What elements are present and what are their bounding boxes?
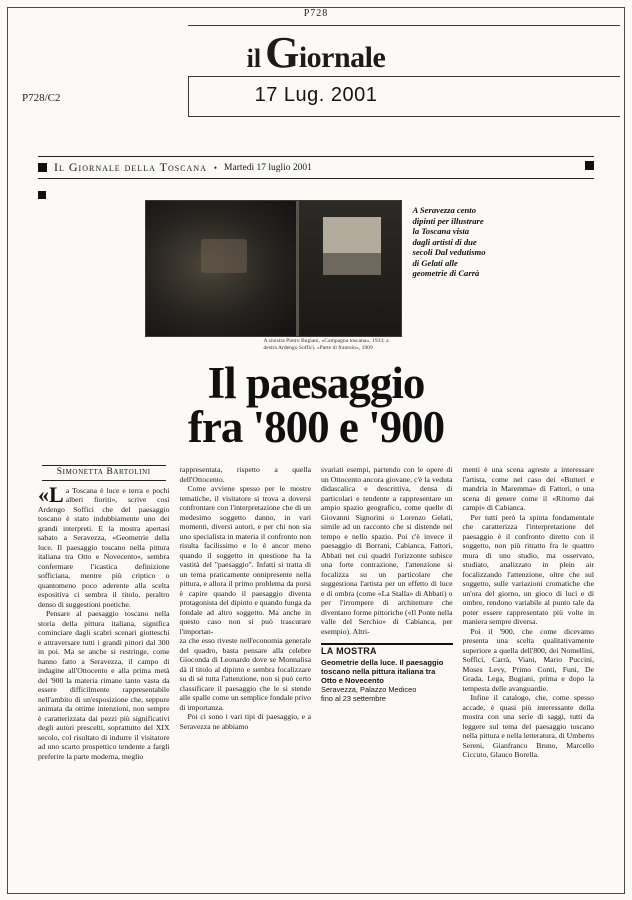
headline-line-2: fra '800 e '900 (187, 402, 445, 453)
masthead-il: il (246, 44, 262, 73)
article-headline (0, 358, 632, 453)
masthead (0, 27, 632, 78)
press-code-left: P728/C2 (22, 92, 61, 104)
article-column-4 (463, 465, 595, 857)
byline: Simonetta Bartolini (42, 465, 166, 481)
photo-block (0, 201, 632, 351)
black-square-icon (38, 163, 47, 172)
paragraph: za che esso riveste nell'economia generale del quadro, basta pensare alla celebre Gioconda di Leonardo dove se Monnalisa dà il titolo al dipinto e sembra focalizzare su di sé tutta l'attenzione, non si può certo classificare il paesaggio che le si stende alle spalle come un semplice fondale privo di importanza. (179, 636, 311, 712)
newspaper-header (0, 0, 632, 120)
paragraph: Come avviene spesso per le mostre tematiche, il visitatore si trova a doversi confrontare con l'interpretazione che di un medesimo soggetto danno, in vari momenti, diversi autori, e per chi non sia uno specialista in materia il confronto non risulta facilissimo e lo è ancor meno quando il soggetto in questione ha la vastità del "paesaggio". Infatti si tratta di un tema praticamente onnipresente nella pittura, e allora il primo problema da porsi è capire quando il paesaggio diventa protagonista del dipinto e quando funga da fondale ad altro soggetto. Ma anche in questo caso non si può trascurare l'importan- (179, 484, 312, 636)
paragraph: Poi il '900, che come dicevamo presenta una scelta qualitativamente superiore a quella dell'800, dei Nomellini, Soffici, Carrà, Viani, Mario Puccini, Moses Levy, Primo Conti, Funi, De Grada, Lega, Bugiani, prima e dopo la tempesta delle avanguardie. (462, 626, 594, 693)
painting-left-highlight (201, 239, 247, 273)
article-column-1 (38, 465, 170, 857)
article-photo (146, 201, 401, 336)
paragraph (38, 481, 170, 610)
paragraph: Poi ci sono i vari tipi di paesaggio, e a Seravezza ne abbiamo (179, 712, 311, 731)
paragraph: Pensare al paesaggio toscano nella storia della pittura italiana, significa cominciare dagli scabri scenari giotteschi e attraversare tutti i grandi pittori dal 300 in poi. Ma se anche si restringe, come hanno fatto a Seravezza, il campo di indagine all'Ottocento e alla prima metà del '900 la materia rimane tanto vasta da essere difficilmente rappresentabile nell'ambito di un'esposizione che, seppure animata da ottime intenzioni, non sempre è caratterizzata dai pezzi più significativi degli autori prescelti, soprattutto del XIX secolo, col risultato di indurre il visitatore ad uno scarto prospettico tendente a fargli preferire la parte moderna, meglio (38, 609, 170, 761)
info-box-kicker: LA MOSTRA (321, 646, 377, 657)
header-rule-mid (188, 76, 620, 77)
header-rule-bottom (188, 116, 620, 117)
headline-line-1: Il paesaggio (207, 358, 425, 409)
black-square-icon (38, 191, 46, 199)
paragraph: svariati esempi, partendo con le opere di un Ottocento ancora giovane, c'è la veduta didascalica e descrittiva, densa di particolari e tendente a rappresentare un ampio spazio geografico, come quelle di Giovanni Signorini o Lorenzo Gelati, simile ad un racconto che si distende nel tempo e nello spazio. Poi c'è invece il paesaggio di Borrani, Cabianca, Fattori, Abbati nei cui quadri l'orizzonte subisce una forte contrazione, l'attenzione si focalizza su un particolare che suggestiona l'artista per un effetto di luce e di ombra (come «La Stalla» di Abbati) o per l'irrompere di architetture che diventano forme pittoriche («Il Ponte nella valle del Serchio» di Cabianca, per esempio). Altri- (321, 465, 453, 636)
paragraph: Per tutti però la spinta fondamentale che caratterizza l'interpretazione del paesaggio è il confronto diretto con il soggetto, non più ritratto fra le quattro mura di uno studio, ma osservato, studiato, analizzato in plein air focalizzando l'attenzione, oltre che sul soggetto, sulle variazioni cromatiche che un'ora del giorno, un gioco di luci e di ombre, rendono variabile al punto tale da poter essere rappresentato più volte in maniera sempre diversa. (462, 512, 594, 627)
header-rule-top (188, 25, 620, 26)
info-box-venue: Seravezza, Palazzo Mediceo (321, 685, 417, 695)
article-body (38, 465, 594, 857)
section-title: Il Giornale della Toscana (54, 160, 207, 174)
press-code-top: P728 (303, 8, 329, 19)
photo-wrapper (146, 201, 401, 351)
photo-credit: A sinistra Pietro Bugiani, «Campagna toscana», 1933; a destra Ardengo Soffici, «Parte di frantoio», 1909 (263, 338, 389, 351)
black-square-icon (585, 161, 594, 170)
date-box: 17 Lug. 2001 (254, 84, 378, 106)
article-column-2 (180, 465, 312, 857)
paragraph-text: a Toscana è luce e terra e pochi alberi fioriti», scrive così Ardengo Soffici che del paesaggio toscano è stato indubbiamente uno dei grandi interpreti. E la mostra apertasi sabato a Seravezza, «Geometrie della luce. Il paesaggio toscano nella pittura italiana tra Otto e Novecento», sembra confermare l'icastica definizione sofficiana, mentre più criptico o quantomeno poco aderente alla scelta espositiva ci sembra il titolo, peraltro denso di suggestioni poetiche. (38, 485, 170, 609)
drop-cap: «L (38, 481, 64, 507)
bullet-separator: • (213, 162, 218, 173)
paragraph: menti è una scena agreste a interessare l'artista, come nel caso dei «Butteri e mandria in Maremma» di Fattori, o una scena di genere come il «Ritorno dai campi» di Cabianca. (462, 465, 594, 513)
photo-side-caption: A Seravezza cento dipinti per illustrare la Toscana vista dagli artisti di due secoli Dal vedutismo di Gelati alle geometrie di Carrà (412, 205, 486, 278)
paragraph: rappresentata, rispetto a quella dell'Ottocento. (179, 465, 311, 484)
info-box-title: Geometrie della luce. Il paesaggio toscano nella pittura italiana tra Otto e Novecento (321, 657, 444, 686)
section-header-bar (38, 156, 594, 179)
info-box-dates: fino al 23 settembre (321, 694, 386, 704)
masthead-title: Giornale (265, 28, 386, 77)
paragraph: Infine il catalogo, che, come spesso accade, è quasi più interessante della mostra con una serie di saggi, tutti da leggere sul tema del paesaggio toscano nella pittura e nella letteratura, di Umberto Sereni, Gianfranco Bruno, Marcello Ciccuto, Glauco Borella. (462, 693, 594, 760)
painting-right-shadow (323, 253, 381, 275)
section-date: Martedì 17 luglio 2001 (224, 162, 312, 173)
exhibition-info-box (321, 643, 453, 703)
article-column-3 (321, 465, 453, 857)
